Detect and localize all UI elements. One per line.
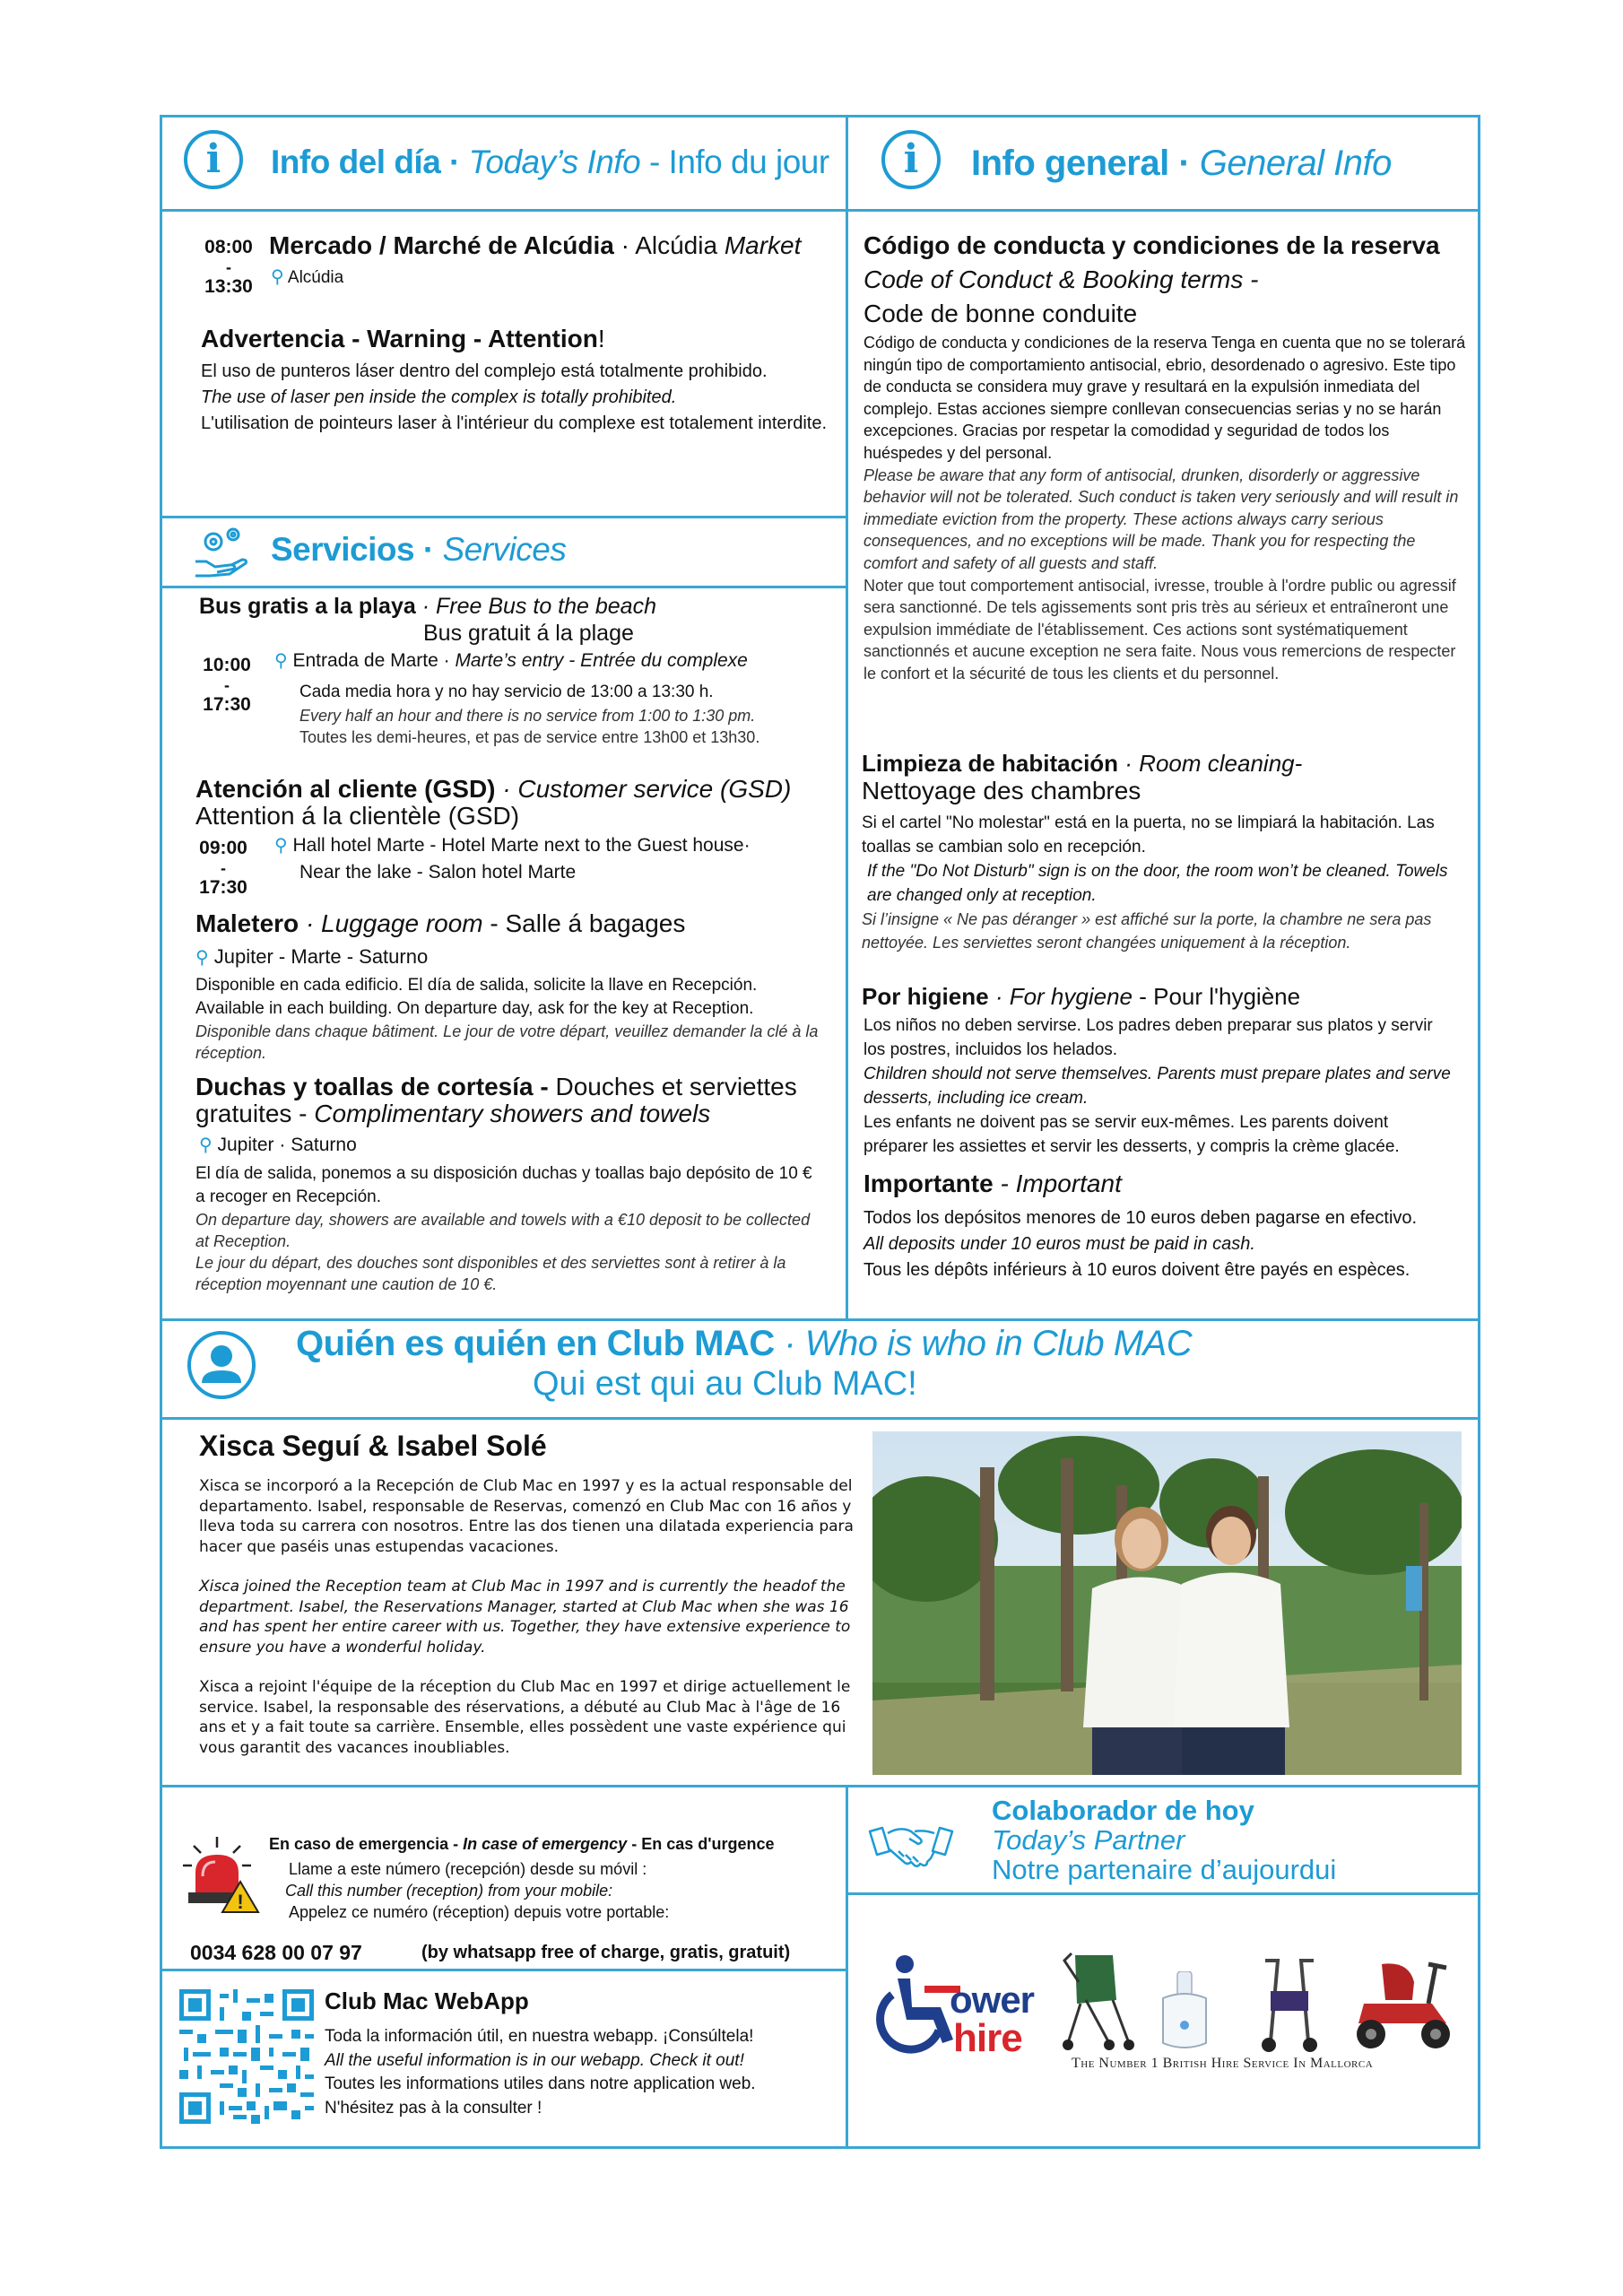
partner-logo-word-1: ower (950, 1979, 1035, 2021)
partner-logo-word-2: hire (953, 2016, 1022, 2060)
services-icon (190, 522, 251, 581)
warning-title: Advertencia - Warning - Attention! (201, 325, 605, 352)
customer-location: ⚲ Hall hotel Marte - Hotel Marte next to the Guest house· Near the lake - Salon hotel Marte (274, 835, 751, 883)
bottle-warmer-icon (1158, 1971, 1211, 2052)
divider (846, 1785, 848, 2149)
emergency-siren-icon (178, 1835, 267, 1916)
webapp-qr-code[interactable] (179, 1989, 314, 2124)
location-pin-icon: ⚲ (274, 836, 288, 856)
partner-tagline: The Number 1 British Hire Service In Mallorca (1072, 2056, 1374, 2071)
divider (160, 1417, 1480, 1420)
who-title-fr: Qui est qui au Club MAC! (533, 1365, 917, 1403)
market-location: ⚲ Alcúdia (271, 267, 344, 287)
cleaning-title-fr: Nettoyage des chambres (862, 777, 1141, 804)
customer-title-fr: Attention á la clientèle (GSD) (195, 802, 520, 830)
info-icon: i (184, 130, 243, 189)
divider (160, 1318, 1480, 1321)
hygiene-title: Por higiene · For hygiene - Pour l'hygiène (862, 983, 1301, 1010)
emergency-phone-note: (by whatsapp free of charge, gratis, gratuit) (421, 1943, 791, 1962)
handshake-icon (868, 1819, 954, 1873)
luggage-text: Disponible en cada edificio. El día de salida, solicite la llave en Recepción. Available in each building. On departure day, ask for the key at Reception. Disponible dans chaque bâtiment. Le jour de votre départ, veuillez demander la clé à la réception. (195, 976, 819, 1062)
emergency-phone[interactable]: 0034 628 00 07 97 (190, 1941, 362, 1964)
rollator-icon (1251, 1952, 1328, 2056)
today-info-title: Info del día · Today’s Info - Info du jour (271, 144, 829, 180)
showers-location: ⚲ Jupiter · Saturno (199, 1135, 357, 1155)
divider (160, 586, 847, 588)
webapp-text: Toda la información útil, en nuestra webapp. ¡Consúltela! All the useful information is in our webapp. Check it out! Toutes les informations utiles dans notre application web. N'hésitez pas à la consulter ! (325, 2027, 756, 2118)
staff-photo (872, 1431, 1462, 1775)
location-pin-icon: ⚲ (274, 651, 288, 671)
cleaning-text: Si el cartel "No molestar" está en la puerta, no se limpiará la habitación. Las toallas se cambian solo en recepción. If the "Do Not Disturb" sign is on the door, the room won’t be cleaned. Towels are changed only at reception. Si l’insigne « Ne pas déranger » est affiché sur la porte, la chambre ne sera pas nettoyée. Les serviettes seront changées uniquement à la réception. (862, 813, 1448, 952)
emergency-title: En caso de emergencia - In case of emergency - En cas d'urgence (269, 1835, 775, 1853)
svg-text:!: ! (237, 1891, 244, 1913)
customer-title: Atención al cliente (GSD) · Customer service (GSD) (195, 775, 792, 803)
bus-title-fr: Bus gratuit á la plage (423, 621, 634, 646)
divider (160, 1969, 847, 1971)
market-title: Mercado / Marché de Alcúdia · Alcúdia Market (269, 231, 802, 259)
partner-logo (864, 1944, 1473, 2070)
important-text: Todos los depósitos menores de 10 euros deben pagarse en efectivo. All deposits under 10 euros must be paid in cash. Tous les dépôts inférieurs à 10 euros doivent être payés en espèces. (864, 1208, 1418, 1280)
conduct-title-fr: Code de bonne conduite (864, 300, 1138, 327)
who-title: Quién es quién en Club MAC · Who is who in Club MAC (296, 1324, 1193, 1363)
market-time: 08:00 - 13:30 (204, 237, 253, 297)
who-names: Xisca Seguí & Isabel Solé (199, 1430, 547, 1462)
showers-title-line2: gratuites - Complimentary showers and towels (195, 1100, 711, 1127)
divider (846, 115, 848, 1318)
emergency-lines: Llame a este número (recepción) desde su móvil : Call this number (reception) from your mobile: Appelez ce numéro (réception) depuis votre portable: (285, 1860, 670, 1921)
bus-time: 10:00 - 17:30 (203, 655, 251, 715)
mobility-scooter-icon (1346, 1957, 1462, 2056)
bus-text: Cada media hora y no hay servicio de 13:00 a 13:30 h. Every half an hour and there is no service from 1:00 to 1:30 pm. Toutes les demi-heures, et pas de service entre 13h00 et 13h30. (299, 683, 760, 746)
stroller-icon (1059, 1946, 1140, 2054)
person-icon (186, 1329, 257, 1401)
who-text: Xisca se incorporó a la Recepción de Club Mac en 1997 y es la actual responsable del departamento. Isabel, responsable de Reservas, comenzó en Club Mac con 16 años y lleva toda su carrera con nosotros. Entre las dos tienen una dilatada experiencia para hacer que paséis unas estupendas vacaciones. Xisca joined the Reception team at Club Mac in 1997 and is currently the headof the department. Isabel, the Reservations Manager, started at Club Mac when she was 16 and has spent her entire career with us. Together, they have extensive experience to ensure you have a wonderful holiday. Xisca a rejoint l'équipe de la réception du Club Mac en 1997 et dirige actuellement le service. Isabel, la responsable des réservations, a débuté au Club Mac à l'âge de 16 ans et y a fait toute sa carrière. Ensemble, elles possèdent une vaste expérience qui vous garantit des vacances inoubliables. (199, 1477, 854, 1757)
luggage-location: ⚲ Jupiter - Marte - Saturno (195, 945, 429, 968)
luggage-title: Maletero · Luggage room - Salle á bagages (195, 909, 686, 937)
warning-text: El uso de punteros láser dentro del complejo está totalmente prohibido. The use of laser pen inside the complex is totally prohibited. L'utilisation de pointeurs laser à l'intérieur du complexe est totalement interdite. (201, 361, 828, 433)
divider (160, 1785, 1480, 1787)
bus-location: ⚲ Entrada de Marte · Marte’s entry - Entrée du complexe (274, 650, 748, 671)
info-icon: i (881, 130, 941, 189)
partner-title: Colaborador de hoy Today’s Partner Notre partenaire d’aujourdui (992, 1795, 1337, 1885)
location-pin-icon: ⚲ (199, 1135, 213, 1155)
cleaning-title: Limpieza de habitación · Room cleaning- (862, 750, 1303, 777)
webapp-title: Club Mac WebApp (325, 1987, 529, 2014)
services-title: Servicios · Services (271, 531, 567, 568)
showers-title: Duchas y toallas de cortesía - Douches et serviettes (195, 1073, 797, 1100)
important-title: Importante - Important (864, 1170, 1122, 1197)
divider (846, 1892, 1480, 1895)
bus-title: Bus gratis a la playa · Free Bus to the beach (199, 594, 656, 619)
conduct-text: Código de conducta y condiciones de la reserva Tenga en cuenta que no se tolerará ningún tipo de comportamiento antisocial, ebrio, desordenado o agresivo. Este tipo de conducta se considera muy grave y resultará en la expulsión inmediata del complejo. Estas acciones siempre conllevan consecuencias serias y no se harán excepciones. Gracias por respetar la comodidad y seguridad de todos los huéspedes y del personal. Please be aware that any form of antisocial, drunken, disorderly or aggressive behavior will not be tolerated. Such conduct is taken very seriously and will result in immediate eviction from the property. These actions always carry serious consequences, and no exceptions will be made. Thank you for respecting the comfort and safety of all guests and staff. Noter que tout comportement antisocial, ivresse, trouble à l'ordre public ou agressif sera sanctionné. De tels agissements sont pris très au sérieux et entraîneront une expulsion immédiate de l'établissement. Ces actions sont systématiquement sanctionnés et aucune exception ne sera faite. Nous vous remercions de respecter le confort et la sécurité de tous les clients et du personnel. (864, 334, 1466, 683)
conduct-title: Código de conducta y condiciones de la reserva (864, 231, 1440, 259)
location-pin-icon: ⚲ (195, 948, 209, 968)
divider (160, 516, 847, 518)
general-info-title: Info general · General Info (971, 144, 1392, 183)
hygiene-text: Los niños no deben servirse. Los padres deben preparar sus platos y servir los postres, incluidos los helados. Children should not serve themselves. Parents must prepare plates and serve desserts, including ice cream. Les enfants ne doivent pas se servir eux-mêmes. Les parents doivent préparer les assiettes et servir les desserts, y compris la crème glacée. (864, 1016, 1451, 1156)
location-pin-icon: ⚲ (271, 267, 284, 287)
showers-text: El día de salida, ponemos a su disposición duchas y toallas bajo depósito de 10 € a recoger en Recepción. On departure day, showers are available and towels with a €10 deposit to be collected at Reception. Le jour du départ, des douches sont disponibles et des serviettes sont à retirer à la réception moyennant une caution de 10 €. (195, 1164, 812, 1293)
conduct-title-en: Code of Conduct & Booking terms - (864, 265, 1259, 293)
customer-time: 09:00 - 17:30 (199, 838, 247, 898)
divider (160, 209, 1480, 212)
